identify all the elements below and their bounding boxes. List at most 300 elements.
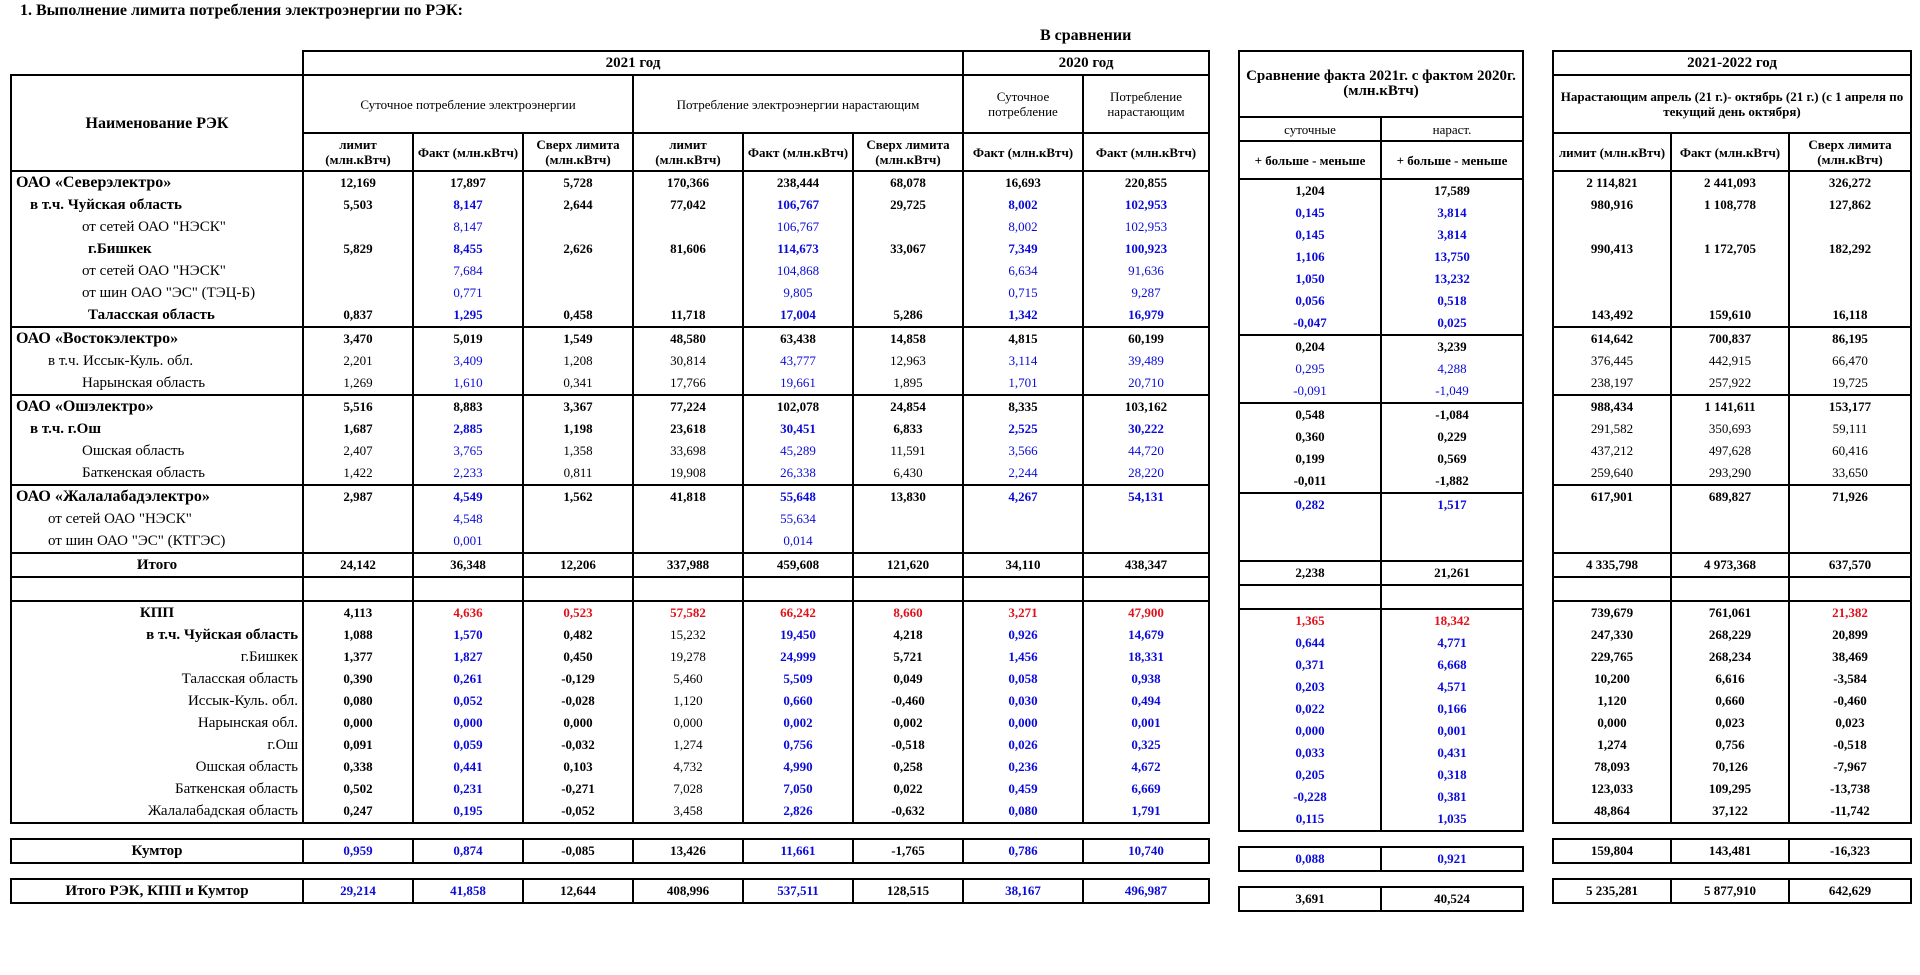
table-row <box>1239 609 1523 632</box>
value-cell: 91,636 <box>1083 260 1209 282</box>
value-cell: 0,000 <box>523 712 633 734</box>
value-cell: 5,019 <box>413 327 523 350</box>
season-cell <box>1553 823 1671 839</box>
table-row <box>1239 246 1523 268</box>
table-row <box>1553 624 1911 646</box>
table-row <box>11 260 1209 282</box>
value-cell <box>633 282 743 304</box>
comparison-cell: 0,203 <box>1239 676 1381 698</box>
value-cell: 0,715 <box>963 282 1083 304</box>
value-cell: 0,390 <box>303 668 413 690</box>
season-cell <box>1671 216 1789 238</box>
value-cell: 337,988 <box>633 553 743 577</box>
table-row <box>1553 395 1911 418</box>
value-cell: 1,274 <box>633 734 743 756</box>
name-header: Наименование РЭК <box>11 75 303 171</box>
value-cell <box>633 577 743 601</box>
value-cell <box>523 508 633 530</box>
table-row <box>11 800 1209 823</box>
value-cell: 4,732 <box>633 756 743 778</box>
table-row <box>1553 304 1911 327</box>
season-cell: 123,033 <box>1553 778 1671 800</box>
season-cell <box>1553 508 1671 530</box>
value-cell: 0,338 <box>303 756 413 778</box>
comparison-cell: 0,518 <box>1381 290 1523 312</box>
value-cell <box>963 530 1083 553</box>
value-cell: 30,814 <box>633 350 743 372</box>
comparison-cell <box>1239 831 1381 847</box>
table-row <box>1239 335 1523 358</box>
comparison-cell: 18,342 <box>1381 609 1523 632</box>
value-cell: 4,218 <box>853 624 963 646</box>
value-cell: -0,028 <box>523 690 633 712</box>
season-cell: 1 172,705 <box>1671 238 1789 260</box>
table-row <box>1553 553 1911 577</box>
fact-header: Факт (млн.кВтч) <box>1083 133 1209 171</box>
comparison-cell: 1,517 <box>1381 493 1523 516</box>
season-cell: 617,901 <box>1553 485 1671 508</box>
value-cell: 5,509 <box>743 668 853 690</box>
value-cell: 4,549 <box>413 485 523 508</box>
value-cell: 0,026 <box>963 734 1083 756</box>
value-cell <box>1083 823 1209 839</box>
season-cell: 1,274 <box>1553 734 1671 756</box>
value-cell: 0,938 <box>1083 668 1209 690</box>
table-row <box>1239 224 1523 246</box>
comparison-cell: -0,011 <box>1239 470 1381 493</box>
value-cell: 0,052 <box>413 690 523 712</box>
table-row <box>1553 839 1911 863</box>
season-cell: 247,330 <box>1553 624 1671 646</box>
comparison-cell: 3,239 <box>1381 335 1523 358</box>
table-row <box>11 530 1209 553</box>
table-row <box>1553 823 1911 839</box>
value-cell: 8,883 <box>413 395 523 418</box>
value-cell: 5,516 <box>303 395 413 418</box>
table-row <box>1239 561 1523 585</box>
comparison-cell: 4,771 <box>1381 632 1523 654</box>
value-cell: 33,698 <box>633 440 743 462</box>
season-cell <box>1671 282 1789 304</box>
value-cell: 39,489 <box>1083 350 1209 372</box>
season-cell: 2 441,093 <box>1671 171 1789 194</box>
table-row <box>1239 179 1523 202</box>
value-cell: 0,030 <box>963 690 1083 712</box>
value-cell: 1,422 <box>303 462 413 485</box>
season-cell: 0,023 <box>1789 712 1911 734</box>
value-cell <box>303 530 413 553</box>
row-name: Ошская область <box>11 756 303 778</box>
row-name: от сетей ОАО "НЭСК" <box>11 216 303 238</box>
value-cell: 0,874 <box>413 839 523 863</box>
value-cell: 47,900 <box>1083 601 1209 624</box>
table-row <box>1239 493 1523 516</box>
season-cell: 33,650 <box>1789 462 1911 485</box>
comparison-cell: 0,431 <box>1381 742 1523 764</box>
value-cell: 24,142 <box>303 553 413 577</box>
season-cell <box>1789 260 1911 282</box>
row-name: Жалалабадская область <box>11 800 303 823</box>
season-cell: 980,916 <box>1553 194 1671 216</box>
value-cell: 7,349 <box>963 238 1083 260</box>
comparison-cell: 1,035 <box>1381 808 1523 831</box>
table-row <box>1553 327 1911 350</box>
table-row <box>1239 808 1523 831</box>
value-cell: -1,765 <box>853 839 963 863</box>
value-cell: 33,067 <box>853 238 963 260</box>
row-name <box>11 823 303 839</box>
comparison-cell <box>1381 831 1523 847</box>
table-row <box>1553 712 1911 734</box>
value-cell: 23,618 <box>633 418 743 440</box>
limit-header: лимит (млн.кВтч) <box>633 133 743 171</box>
value-cell: 44,720 <box>1083 440 1209 462</box>
season-cell <box>1553 282 1671 304</box>
season-cell: 689,827 <box>1671 485 1789 508</box>
value-cell: 5,460 <box>633 668 743 690</box>
comparison-cell: 0,115 <box>1239 808 1381 831</box>
row-name: ОАО «Жалалабадэлектро» <box>11 485 303 508</box>
value-cell: 104,868 <box>743 260 853 282</box>
table-row <box>1239 290 1523 312</box>
table-row <box>1553 350 1911 372</box>
value-cell <box>303 823 413 839</box>
table-row <box>11 282 1209 304</box>
season-cell: 268,234 <box>1671 646 1789 668</box>
table-row <box>11 879 1209 903</box>
season-cell: 761,061 <box>1671 601 1789 624</box>
value-cell: 102,953 <box>1083 216 1209 238</box>
season-cell: -3,584 <box>1789 668 1911 690</box>
season-cell: 1,120 <box>1553 690 1671 712</box>
table-row <box>1239 698 1523 720</box>
value-cell: 1,701 <box>963 372 1083 395</box>
table-row <box>11 624 1209 646</box>
comparison-cell: 1,365 <box>1239 609 1381 632</box>
season-cell: 700,837 <box>1671 327 1789 350</box>
value-cell <box>853 508 963 530</box>
value-cell: 12,963 <box>853 350 963 372</box>
value-cell: 77,042 <box>633 194 743 216</box>
table-row <box>1239 516 1523 538</box>
value-cell: 45,289 <box>743 440 853 462</box>
table-row <box>11 194 1209 216</box>
season-cell: 2 114,821 <box>1553 171 1671 194</box>
row-name: Нарынская область <box>11 372 303 395</box>
value-cell: 43,777 <box>743 350 853 372</box>
season-cell: 988,434 <box>1553 395 1671 418</box>
table-row <box>1239 312 1523 335</box>
value-cell: 1,610 <box>413 372 523 395</box>
value-cell <box>633 508 743 530</box>
comparison-cell: 0,360 <box>1239 426 1381 448</box>
value-cell: 3,367 <box>523 395 633 418</box>
season-cell: 257,922 <box>1671 372 1789 395</box>
season-cell: 66,470 <box>1789 350 1911 372</box>
season-cell: 5 877,910 <box>1671 879 1789 903</box>
season-cell: 642,629 <box>1789 879 1911 903</box>
value-cell: 1,687 <box>303 418 413 440</box>
comparison-table <box>1238 50 1524 912</box>
row-name: Ошская область <box>11 440 303 462</box>
value-cell: 38,167 <box>963 879 1083 903</box>
season-cell: 268,229 <box>1671 624 1789 646</box>
comparison-cell: 0,166 <box>1381 698 1523 720</box>
season-cell: 6,616 <box>1671 668 1789 690</box>
value-cell: 0,001 <box>1083 712 1209 734</box>
table-row <box>11 304 1209 327</box>
row-name: Кумтор <box>11 839 303 863</box>
season-cell <box>1671 863 1789 879</box>
value-cell: 1,358 <box>523 440 633 462</box>
value-cell: 0,811 <box>523 462 633 485</box>
row-name: КПП <box>11 601 303 624</box>
table-row <box>11 839 1209 863</box>
limit-header: лимит (млн.кВтч) <box>1553 133 1671 171</box>
comparison-cell: 0,644 <box>1239 632 1381 654</box>
table-row <box>1553 282 1911 304</box>
table-row <box>1239 654 1523 676</box>
table-row <box>1553 485 1911 508</box>
table-row <box>11 350 1209 372</box>
row-name: в т.ч. Чуйская область <box>11 194 303 216</box>
cumulative-2020-header: Потребление нарастающим <box>1083 75 1209 133</box>
season-cell: 0,756 <box>1671 734 1789 756</box>
value-cell: 29,214 <box>303 879 413 903</box>
value-cell: 3,765 <box>413 440 523 462</box>
comparison-cell <box>1239 871 1381 887</box>
value-cell: 57,582 <box>633 601 743 624</box>
season-cell: 20,899 <box>1789 624 1911 646</box>
value-cell: -0,085 <box>523 839 633 863</box>
table-row <box>11 823 1209 839</box>
table-row <box>1553 530 1911 553</box>
row-name: от сетей ОАО "НЭСК" <box>11 508 303 530</box>
value-cell: 5,829 <box>303 238 413 260</box>
value-cell: 0,236 <box>963 756 1083 778</box>
value-cell: -0,271 <box>523 778 633 800</box>
comparison-cell: 0,295 <box>1239 358 1381 380</box>
row-name <box>11 863 303 879</box>
fact-header: Факт (млн.кВтч) <box>743 133 853 171</box>
table-row <box>1239 764 1523 786</box>
season-cell <box>1789 216 1911 238</box>
comparison-cell: 1,106 <box>1239 246 1381 268</box>
season-cell: 86,195 <box>1789 327 1911 350</box>
value-cell: 0,771 <box>413 282 523 304</box>
value-cell: 8,147 <box>413 194 523 216</box>
value-cell: 13,830 <box>853 485 963 508</box>
comparison-cell: 0,145 <box>1239 224 1381 246</box>
comparison-cell: 21,261 <box>1381 561 1523 585</box>
row-name: Таласская область <box>11 668 303 690</box>
value-cell: 114,673 <box>743 238 853 260</box>
value-cell <box>303 282 413 304</box>
value-cell: 10,740 <box>1083 839 1209 863</box>
comparison-cell <box>1381 871 1523 887</box>
row-name: ОАО «Северэлектро» <box>11 171 303 194</box>
season-cell: 4 335,798 <box>1553 553 1671 577</box>
daily-consumption-header: Суточное потребление электроэнергии <box>303 75 633 133</box>
table-row <box>11 327 1209 350</box>
season-cell <box>1553 863 1671 879</box>
season-cell <box>1553 530 1671 553</box>
season-cell: 59,111 <box>1789 418 1911 440</box>
comparison-cell <box>1381 585 1523 609</box>
value-cell: 48,580 <box>633 327 743 350</box>
comparison-cell: 0,000 <box>1239 720 1381 742</box>
season-cell <box>1789 282 1911 304</box>
value-cell <box>853 863 963 879</box>
value-cell: 0,494 <box>1083 690 1209 712</box>
value-cell: 16,693 <box>963 171 1083 194</box>
table-row <box>1553 418 1911 440</box>
value-cell: 5,503 <box>303 194 413 216</box>
value-cell <box>853 260 963 282</box>
comparison-cell: 3,814 <box>1381 224 1523 246</box>
value-cell: 0,049 <box>853 668 963 690</box>
table-row <box>11 778 1209 800</box>
value-cell <box>523 282 633 304</box>
value-cell: 26,338 <box>743 462 853 485</box>
value-cell: 0,002 <box>853 712 963 734</box>
comparison-cell: 17,589 <box>1381 179 1523 202</box>
value-cell: 0,058 <box>963 668 1083 690</box>
row-name: в т.ч. Иссык-Куль. обл. <box>11 350 303 372</box>
value-cell: 0,000 <box>303 712 413 734</box>
table-row <box>1239 448 1523 470</box>
season-cell: -0,460 <box>1789 690 1911 712</box>
value-cell: 408,996 <box>633 879 743 903</box>
season-cell: 293,290 <box>1671 462 1789 485</box>
value-cell: 0,459 <box>963 778 1083 800</box>
table-row <box>1239 470 1523 493</box>
value-cell: 4,672 <box>1083 756 1209 778</box>
value-cell: 0,080 <box>963 800 1083 823</box>
value-cell: 0,258 <box>853 756 963 778</box>
table-row <box>1239 847 1523 871</box>
value-cell: 12,644 <box>523 879 633 903</box>
table-row <box>1239 380 1523 403</box>
over-limit-header: Сверх лимита (млн.кВтч) <box>1789 133 1911 171</box>
over-limit-header: Сверх лимита (млн.кВтч) <box>523 133 633 171</box>
value-cell: 0,482 <box>523 624 633 646</box>
value-cell: 0,022 <box>853 778 963 800</box>
comparison-cell: 0,033 <box>1239 742 1381 764</box>
table-row <box>1553 756 1911 778</box>
comparison-cell: 0,282 <box>1239 493 1381 516</box>
comparison-cell: 0,199 <box>1239 448 1381 470</box>
table-row <box>11 508 1209 530</box>
table-row <box>11 418 1209 440</box>
value-cell <box>413 577 523 601</box>
value-cell <box>963 863 1083 879</box>
season-cell: 70,126 <box>1671 756 1789 778</box>
season-cell: 739,679 <box>1553 601 1671 624</box>
table-row <box>11 395 1209 418</box>
value-cell <box>523 530 633 553</box>
season-cell: 990,413 <box>1553 238 1671 260</box>
season-cell: 48,864 <box>1553 800 1671 823</box>
value-cell: 238,444 <box>743 171 853 194</box>
comparison-cell <box>1239 585 1381 609</box>
comparison-cell: 0,056 <box>1239 290 1381 312</box>
comparison-cell: 0,204 <box>1239 335 1381 358</box>
table-row <box>1239 871 1523 887</box>
season-cell: 229,765 <box>1553 646 1671 668</box>
value-cell: 0,247 <box>303 800 413 823</box>
value-cell <box>963 823 1083 839</box>
table-row <box>1239 358 1523 380</box>
value-cell: 60,199 <box>1083 327 1209 350</box>
value-cell <box>303 260 413 282</box>
table-row <box>1553 646 1911 668</box>
cmp-daily-header: суточные <box>1239 117 1381 141</box>
table-row <box>1239 268 1523 290</box>
comparison-cell: 0,229 <box>1381 426 1523 448</box>
value-cell: 1,120 <box>633 690 743 712</box>
table-row <box>1553 879 1911 903</box>
comparison-cell: -0,228 <box>1239 786 1381 808</box>
value-cell <box>413 863 523 879</box>
value-cell <box>633 530 743 553</box>
season-cell: 0,660 <box>1671 690 1789 712</box>
value-cell <box>523 863 633 879</box>
value-cell: 0,000 <box>963 712 1083 734</box>
value-cell: 19,908 <box>633 462 743 485</box>
comparison-cell <box>1381 538 1523 561</box>
table-row <box>1553 734 1911 756</box>
value-cell: 30,222 <box>1083 418 1209 440</box>
comparison-cell <box>1239 538 1381 561</box>
value-cell: 8,660 <box>853 601 963 624</box>
value-cell: 8,455 <box>413 238 523 260</box>
value-cell: 2,826 <box>743 800 853 823</box>
value-cell: 102,078 <box>743 395 853 418</box>
row-name: Таласская область <box>11 304 303 327</box>
season-cell: -13,738 <box>1789 778 1911 800</box>
table-row <box>11 372 1209 395</box>
value-cell: 6,833 <box>853 418 963 440</box>
value-cell: 106,767 <box>743 194 853 216</box>
season-cell: -0,518 <box>1789 734 1911 756</box>
table-row <box>11 646 1209 668</box>
value-cell <box>1083 863 1209 879</box>
season-cell: 38,469 <box>1789 646 1911 668</box>
value-cell: 1,895 <box>853 372 963 395</box>
season-cell <box>1789 863 1911 879</box>
value-cell: -0,632 <box>853 800 963 823</box>
value-cell: 496,987 <box>1083 879 1209 903</box>
season-cell: 637,570 <box>1789 553 1911 577</box>
season-cell: 5 235,281 <box>1553 879 1671 903</box>
value-cell: 0,837 <box>303 304 413 327</box>
row-name: в т.ч. Чуйская область <box>11 624 303 646</box>
comparison-cell: 0,318 <box>1381 764 1523 786</box>
fact-header: Факт (млн.кВтч) <box>1671 133 1789 171</box>
value-cell: 0,080 <box>303 690 413 712</box>
comparison-cell: 40,524 <box>1381 887 1523 911</box>
season-cell: 614,642 <box>1553 327 1671 350</box>
table-row <box>1553 863 1911 879</box>
season-cell <box>1671 260 1789 282</box>
table-row <box>11 863 1209 879</box>
comparison-cell: 13,750 <box>1381 246 1523 268</box>
value-cell <box>853 577 963 601</box>
table-row <box>11 216 1209 238</box>
comparison-cell: -1,882 <box>1381 470 1523 493</box>
table-row <box>1553 194 1911 216</box>
